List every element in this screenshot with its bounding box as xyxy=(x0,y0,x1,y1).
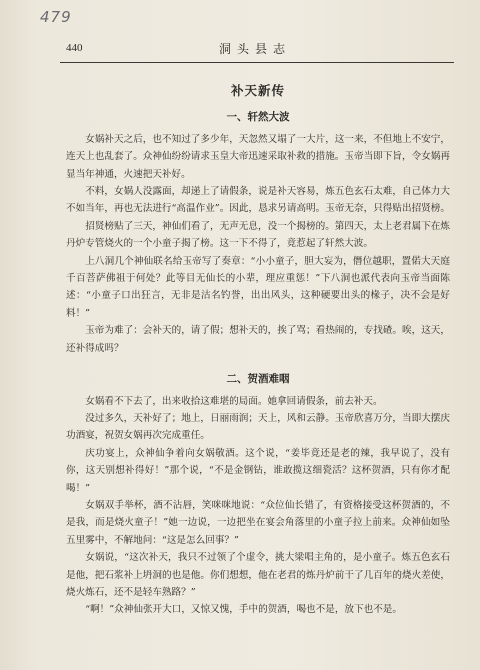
section-heading: 二、贺酒难咽 xyxy=(226,373,290,386)
section-heading: 一、轩然大波 xyxy=(226,111,290,124)
paragraph: 女娲补天之后，也不知过了多少年，天忽然又塌了一大片，这一来，不但地上不安宁，连天上也乱套了。众神仙纷纷请求玉皇大帝迅速采取补救的措施。玉帝当即下旨，令女娲再显当年神通，火速把天补好。 xyxy=(66,133,450,180)
article-title: 补天新传 xyxy=(230,83,285,98)
paragraph: 招贤榜贴了三天，神仙们看了，无声无息，没一个揭榜的。第四天，太上老君属下在炼丹炉专管烧火的一个小童子揭了榜。这一下不得了，竟惹起了轩然大波。 xyxy=(66,220,450,250)
running-title: 洞头县志 xyxy=(218,42,291,56)
paragraph: 不料，女娲人没露面，却递上了请假条，说是补天容易，炼五色玄石太难，自己体力大不如当年，再也无法进行“高温作业”。因此，恳求另请高明。玉帝无奈，只得贴出招贤榜。 xyxy=(66,186,450,215)
paragraph: 玉帝为难了：会补天的，请了假；想补天的，挨了骂；看热闹的，专找碴。唉，这天，还补得成吗？ xyxy=(66,325,450,354)
paragraph: 女娲说，“这次补天，我只不过领了个虚令，挑大梁唱主角的，是小童子。炼五色玄石是他，把石浆补上坍洞的也是他。你们想想，他在老君的炼丹炉前干了几百年的烧火差使，烧火炼石，还不是轻车熟路？” xyxy=(66,552,450,598)
paragraph: 女娲双手举杯，酒不沾唇，笑咪咪地说：“众位仙长错了，有资格接受这杯贺酒的，不是我，而是烧火童子！”她一边说，一边把坐在宴会角落里的小童子拉上前来。众神仙如坠五里雾中，不解地问：“这是怎么回事？” xyxy=(66,499,450,546)
paragraph: 庆功宴上，众神仙争着向女娲敬酒。这个说，“姜毕竟还是老的辣，我早说了，没有你，这天别想补得好！”那个说，“不是金钢钻，谁敢揽这细瓷活？这杯贺酒，只有你才配喝！” xyxy=(66,447,450,494)
paragraph: 没过多久，天补好了；地上，日丽雨润；天上，风和云静。玉帝欣喜万分，当即大摆庆功酒宴，祝贺女娲再次完成重任。 xyxy=(66,412,450,442)
header-rule xyxy=(60,62,454,63)
page-number: 440 xyxy=(66,42,83,54)
page-header xyxy=(54,40,456,60)
article-body xyxy=(66,72,450,619)
handwritten-note: 479 xyxy=(40,8,72,26)
paragraph: “啊！”众神仙张开大口，又惊又愧，手中的贺酒，喝也不是，放下也不是。 xyxy=(85,604,402,616)
paragraph: 上八洞几个神仙联名给玉帝写了奏章：“小小童子，胆大妄为，僭位越职，置偌大天庭千百菩萨佛祖于何处？此等目无仙长的小辈，理应重惩！”下八洞也派代表向玉帝当面陈述：“小童子口出狂言，无非是沽名钓誉，出出风头，这种硬要出头的椽子，决不会是好料！” xyxy=(66,255,450,319)
paragraph: 女娲看不下去了，出来收拾这难堪的局面。她拿回请假条，前去补天。 xyxy=(85,395,383,407)
